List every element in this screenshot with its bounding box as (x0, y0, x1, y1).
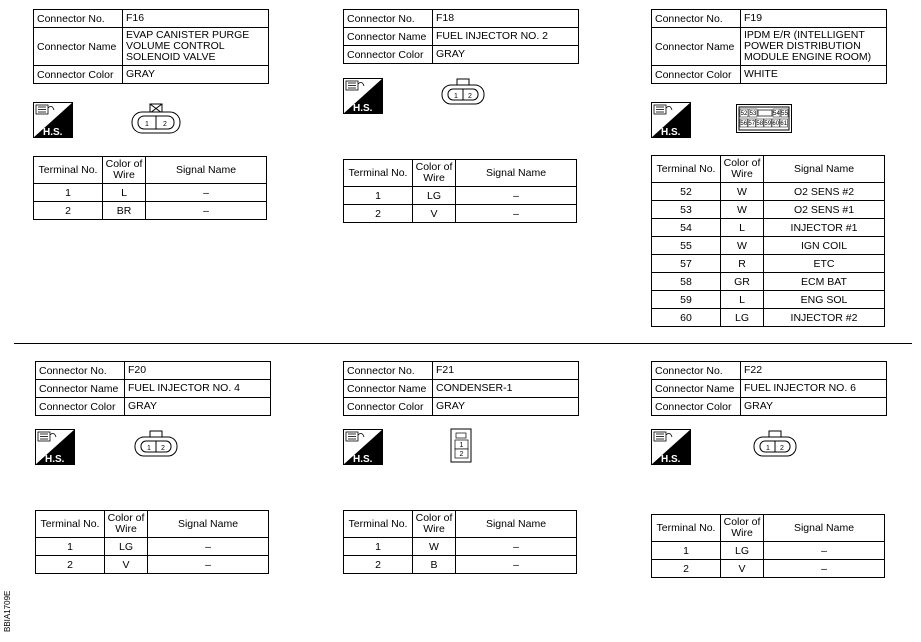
hs-badge-text: H.S. (661, 454, 681, 465)
table-row (34, 202, 267, 220)
connector-name-value: FUEL INJECTOR NO. 2 (433, 28, 579, 46)
terminal-no-cell: 1 (652, 542, 721, 560)
pin-label: 2 (468, 93, 472, 100)
connector-name-value: IPDM E/R (INTELLIGENT POWER DISTRIBUTION MODULE ENGINE ROOM) (741, 28, 887, 66)
signal-name-cell: ECM BAT (764, 273, 885, 291)
signal-table (651, 155, 885, 327)
signal-name-cell: – (456, 205, 577, 223)
connector-no-value: F16 (123, 10, 269, 28)
signal-table (33, 156, 267, 220)
signal-name-header: Signal Name (764, 156, 885, 183)
wire-color-cell: W (721, 183, 764, 201)
signal-name-cell: – (456, 538, 577, 556)
harness-side-icon (343, 78, 383, 114)
harness-side-icon (35, 429, 75, 465)
pin-label: 55 (781, 111, 788, 117)
signal-name-cell: O2 SENS #1 (764, 201, 885, 219)
terminal-no-cell: 2 (34, 202, 103, 220)
pin-label: 1 (145, 121, 149, 128)
pin-label: 52 (740, 111, 748, 117)
signal-name-header: Signal Name (764, 515, 885, 542)
wire-color-cell: L (721, 291, 764, 309)
terminal-no-cell: 1 (344, 187, 413, 205)
signal-name-cell: O2 SENS #2 (764, 183, 885, 201)
color-of-wire-header: Color of Wire (105, 511, 148, 538)
wire-color-cell: LG (721, 309, 764, 327)
connector-no-value: F18 (433, 10, 579, 28)
signal-name-cell: ENG SOL (764, 291, 885, 309)
signal-name-header: Signal Name (456, 160, 577, 187)
wire-color-cell: V (413, 205, 456, 223)
connector-no-label: Connector No. (652, 362, 741, 380)
table-row (344, 538, 577, 556)
pin-label: 2 (459, 451, 464, 458)
wire-color-cell: B (413, 556, 456, 574)
table-row (652, 183, 885, 201)
terminal-no-cell: 1 (34, 184, 103, 202)
pin-label: 60 (772, 121, 780, 127)
signal-table (35, 510, 269, 574)
terminal-no-cell: 58 (652, 273, 721, 291)
color-of-wire-header: Color of Wire (413, 160, 456, 187)
table-row (652, 542, 885, 560)
connector-name-value: FUEL INJECTOR NO. 6 (741, 380, 887, 398)
pin-label: 2 (780, 445, 784, 452)
connector-face-f21 (450, 428, 474, 464)
hs-badge-text: H.S. (353, 103, 373, 114)
pin-label: 1 (147, 445, 151, 452)
terminal-no-cell: 1 (36, 538, 105, 556)
terminal-no-cell: 52 (652, 183, 721, 201)
harness-side-icon (651, 102, 691, 138)
connector-name-label: Connector Name (652, 28, 741, 66)
terminal-no-cell: 55 (652, 237, 721, 255)
signal-name-cell: – (764, 560, 885, 578)
signal-name-cell: IGN COIL (764, 237, 885, 255)
table-row (34, 184, 267, 202)
terminal-no-header: Terminal No. (344, 160, 413, 187)
table-row (652, 560, 885, 578)
terminal-no-cell: 53 (652, 201, 721, 219)
wire-color-cell: R (721, 255, 764, 273)
connector-info-f18 (343, 9, 579, 64)
hs-badge-text: H.S. (43, 127, 63, 138)
connector-no-label: Connector No. (344, 10, 433, 28)
table-row (652, 219, 885, 237)
pin-label: 2 (161, 445, 165, 452)
harness-side-icon (33, 102, 73, 138)
wire-color-cell: V (105, 556, 148, 574)
connector-no-label: Connector No. (344, 362, 433, 380)
connector-face-f18 (440, 78, 486, 106)
connector-color-value: GRAY (741, 398, 887, 416)
connector-face-f16 (128, 103, 184, 135)
table-row (36, 538, 269, 556)
wire-color-cell: BR (103, 202, 146, 220)
wire-color-cell: W (413, 538, 456, 556)
wire-color-cell: GR (721, 273, 764, 291)
terminal-no-cell: 2 (652, 560, 721, 578)
wire-color-cell: LG (413, 187, 456, 205)
section-divider (14, 343, 912, 344)
pin-label: 61 (780, 121, 788, 127)
terminal-no-header: Terminal No. (652, 156, 721, 183)
wire-color-cell: W (721, 237, 764, 255)
connector-color-label: Connector Color (652, 398, 741, 416)
terminal-no-header: Terminal No. (36, 511, 105, 538)
pin-label: 53 (749, 111, 757, 117)
signal-name-cell: – (146, 184, 267, 202)
pin-label: 1 (766, 445, 770, 452)
signal-table (343, 510, 577, 574)
connector-name-label: Connector Name (344, 380, 433, 398)
pin-label: 1 (459, 442, 464, 449)
terminal-no-cell: 57 (652, 255, 721, 273)
wire-color-cell: LG (105, 538, 148, 556)
wire-color-cell: W (721, 201, 764, 219)
connector-color-value: GRAY (433, 46, 579, 64)
signal-name-cell: ETC (764, 255, 885, 273)
signal-table (651, 514, 885, 578)
color-of-wire-header: Color of Wire (103, 157, 146, 184)
table-row (344, 205, 577, 223)
table-row (36, 556, 269, 574)
hs-badge-text: H.S. (45, 454, 65, 465)
connector-name-value: FUEL INJECTOR NO. 4 (125, 380, 271, 398)
signal-name-cell: – (456, 187, 577, 205)
connector-no-value: F21 (433, 362, 579, 380)
signal-name-cell: INJECTOR #2 (764, 309, 885, 327)
terminal-no-cell: 54 (652, 219, 721, 237)
connector-color-label: Connector Color (36, 398, 125, 416)
connector-info-f20 (35, 361, 271, 416)
wire-color-cell: LG (721, 542, 764, 560)
connector-name-value: CONDENSER-1 (433, 380, 579, 398)
table-row (344, 556, 577, 574)
pin-label: 2 (163, 121, 167, 128)
connector-color-label: Connector Color (34, 66, 123, 84)
connector-no-value: F20 (125, 362, 271, 380)
connector-name-label: Connector Name (36, 380, 125, 398)
pin-label: 58 (756, 121, 764, 127)
pin-label: 57 (748, 121, 756, 127)
connector-color-value: GRAY (433, 398, 579, 416)
signal-table (343, 159, 577, 223)
connector-info-f16 (33, 9, 269, 84)
connector-face-f22 (752, 430, 798, 458)
connector-no-value: F19 (741, 10, 887, 28)
terminal-no-header: Terminal No. (34, 157, 103, 184)
signal-name-cell: – (148, 556, 269, 574)
connector-no-label: Connector No. (36, 362, 125, 380)
connector-color-label: Connector Color (344, 46, 433, 64)
table-row (652, 291, 885, 309)
connector-face-f20 (133, 430, 179, 458)
signal-name-header: Signal Name (456, 511, 577, 538)
connector-color-value: GRAY (123, 66, 269, 84)
signal-name-header: Signal Name (146, 157, 267, 184)
wire-color-cell: L (721, 219, 764, 237)
hs-badge-text: H.S. (353, 454, 373, 465)
connector-name-value: EVAP CANISTER PURGE VOLUME CONTROL SOLENOID VALVE (123, 28, 269, 66)
connector-color-label: Connector Color (652, 66, 741, 84)
table-row (652, 237, 885, 255)
table-row (652, 309, 885, 327)
connector-info-f21 (343, 361, 579, 416)
pin-label: 59 (764, 121, 772, 127)
signal-name-cell: INJECTOR #1 (764, 219, 885, 237)
hs-badge-text: H.S. (661, 127, 681, 138)
terminal-no-cell: 2 (344, 205, 413, 223)
connector-no-label: Connector No. (34, 10, 123, 28)
connector-color-label: Connector Color (344, 398, 433, 416)
connector-no-value: F22 (741, 362, 887, 380)
connector-color-value: WHITE (741, 66, 887, 84)
connector-name-label: Connector Name (34, 28, 123, 66)
signal-name-cell: – (148, 538, 269, 556)
terminal-no-header: Terminal No. (344, 511, 413, 538)
pin-label: 54 (773, 111, 780, 117)
connector-face-f19 (736, 104, 792, 134)
signal-name-cell: – (456, 556, 577, 574)
terminal-no-cell: 2 (36, 556, 105, 574)
signal-name-header: Signal Name (148, 511, 269, 538)
connector-no-label: Connector No. (652, 10, 741, 28)
color-of-wire-header: Color of Wire (413, 511, 456, 538)
color-of-wire-header: Color of Wire (721, 156, 764, 183)
color-of-wire-header: Color of Wire (721, 515, 764, 542)
table-row (652, 273, 885, 291)
harness-side-icon (651, 429, 691, 465)
wire-color-cell: V (721, 560, 764, 578)
table-row (652, 201, 885, 219)
pin-label: 1 (454, 93, 458, 100)
signal-name-cell: – (764, 542, 885, 560)
connector-name-label: Connector Name (652, 380, 741, 398)
table-row (344, 187, 577, 205)
terminal-no-header: Terminal No. (652, 515, 721, 542)
connector-color-value: GRAY (125, 398, 271, 416)
harness-side-icon (343, 429, 383, 465)
wire-color-cell: L (103, 184, 146, 202)
connector-name-label: Connector Name (344, 28, 433, 46)
terminal-no-cell: 60 (652, 309, 721, 327)
terminal-no-cell: 59 (652, 291, 721, 309)
connector-info-f19 (651, 9, 887, 84)
pin-label: 56 (740, 121, 748, 127)
signal-name-cell: – (146, 202, 267, 220)
table-row (652, 255, 885, 273)
terminal-no-cell: 2 (344, 556, 413, 574)
figure-id-label: BBIA1709E (3, 590, 12, 632)
connector-info-f22 (651, 361, 887, 416)
terminal-no-cell: 1 (344, 538, 413, 556)
